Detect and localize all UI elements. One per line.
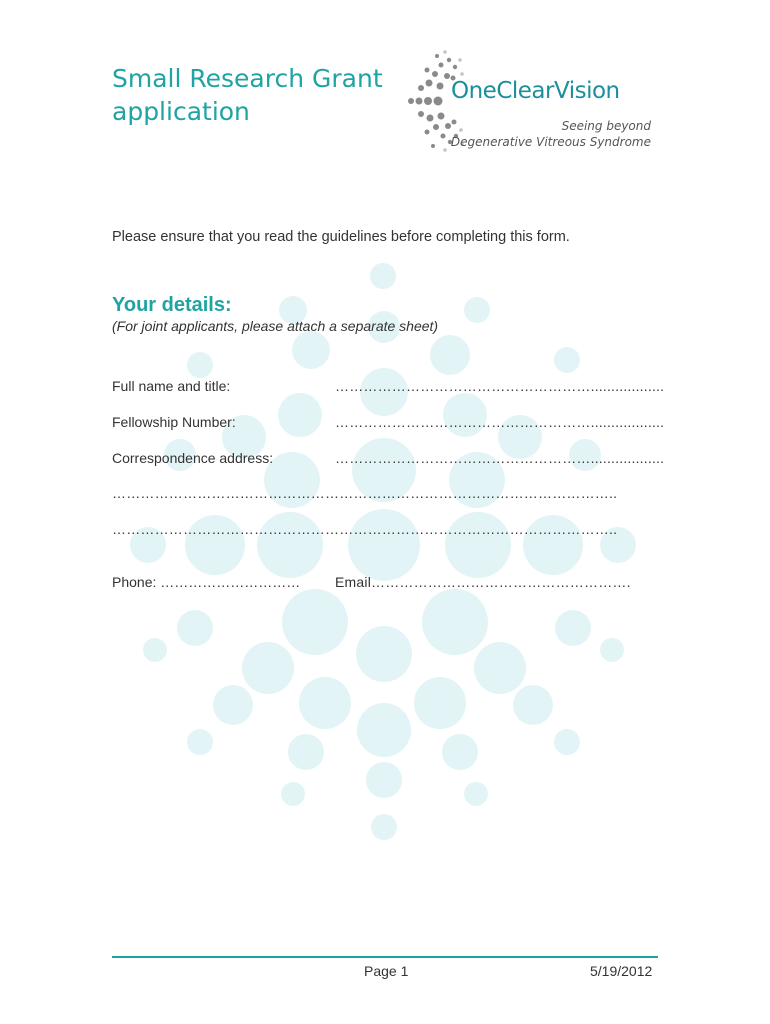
section-heading: Your details:: [112, 294, 232, 316]
title-line-1: Small Research Grant: [112, 64, 383, 93]
address-line-2[interactable]: ……………………………………………………………………………………………..: [112, 521, 618, 537]
fellowship-number-label: Fellowship Number:: [112, 414, 236, 430]
address-line-1[interactable]: ……………………………………………………………………………………………..: [112, 485, 618, 501]
footer-date: 5/19/2012: [590, 963, 653, 979]
section-subheading: (For joint applicants, please attach a separate sheet): [112, 318, 439, 334]
page-number: Page 1: [364, 963, 409, 979]
logo-tagline-2: Degenerative Vitreous Syndrome: [450, 135, 651, 149]
footer-divider: [112, 956, 658, 958]
intro-text: Please ensure that you read the guidelines before completing this form.: [112, 229, 570, 245]
organization-logo: [405, 50, 665, 160]
page-title: [112, 62, 412, 128]
logo-tagline-1: Seeing beyond: [561, 119, 651, 133]
full-name-label: Full name and title:: [112, 378, 231, 394]
email-field[interactable]: Email……………………………………………….: [335, 574, 631, 590]
logo-name: OneClearVision: [451, 78, 620, 104]
phone-field[interactable]: Phone: …………………………: [112, 574, 301, 590]
full-name-field[interactable]: ………………………………………………..................: [335, 378, 665, 394]
correspondence-address-field[interactable]: ………………………………………………..................: [335, 450, 665, 466]
correspondence-address-label: Correspondence address:: [112, 450, 274, 466]
title-line-2: application: [112, 97, 250, 126]
fellowship-number-field[interactable]: ………………………………………………..................: [335, 414, 665, 430]
